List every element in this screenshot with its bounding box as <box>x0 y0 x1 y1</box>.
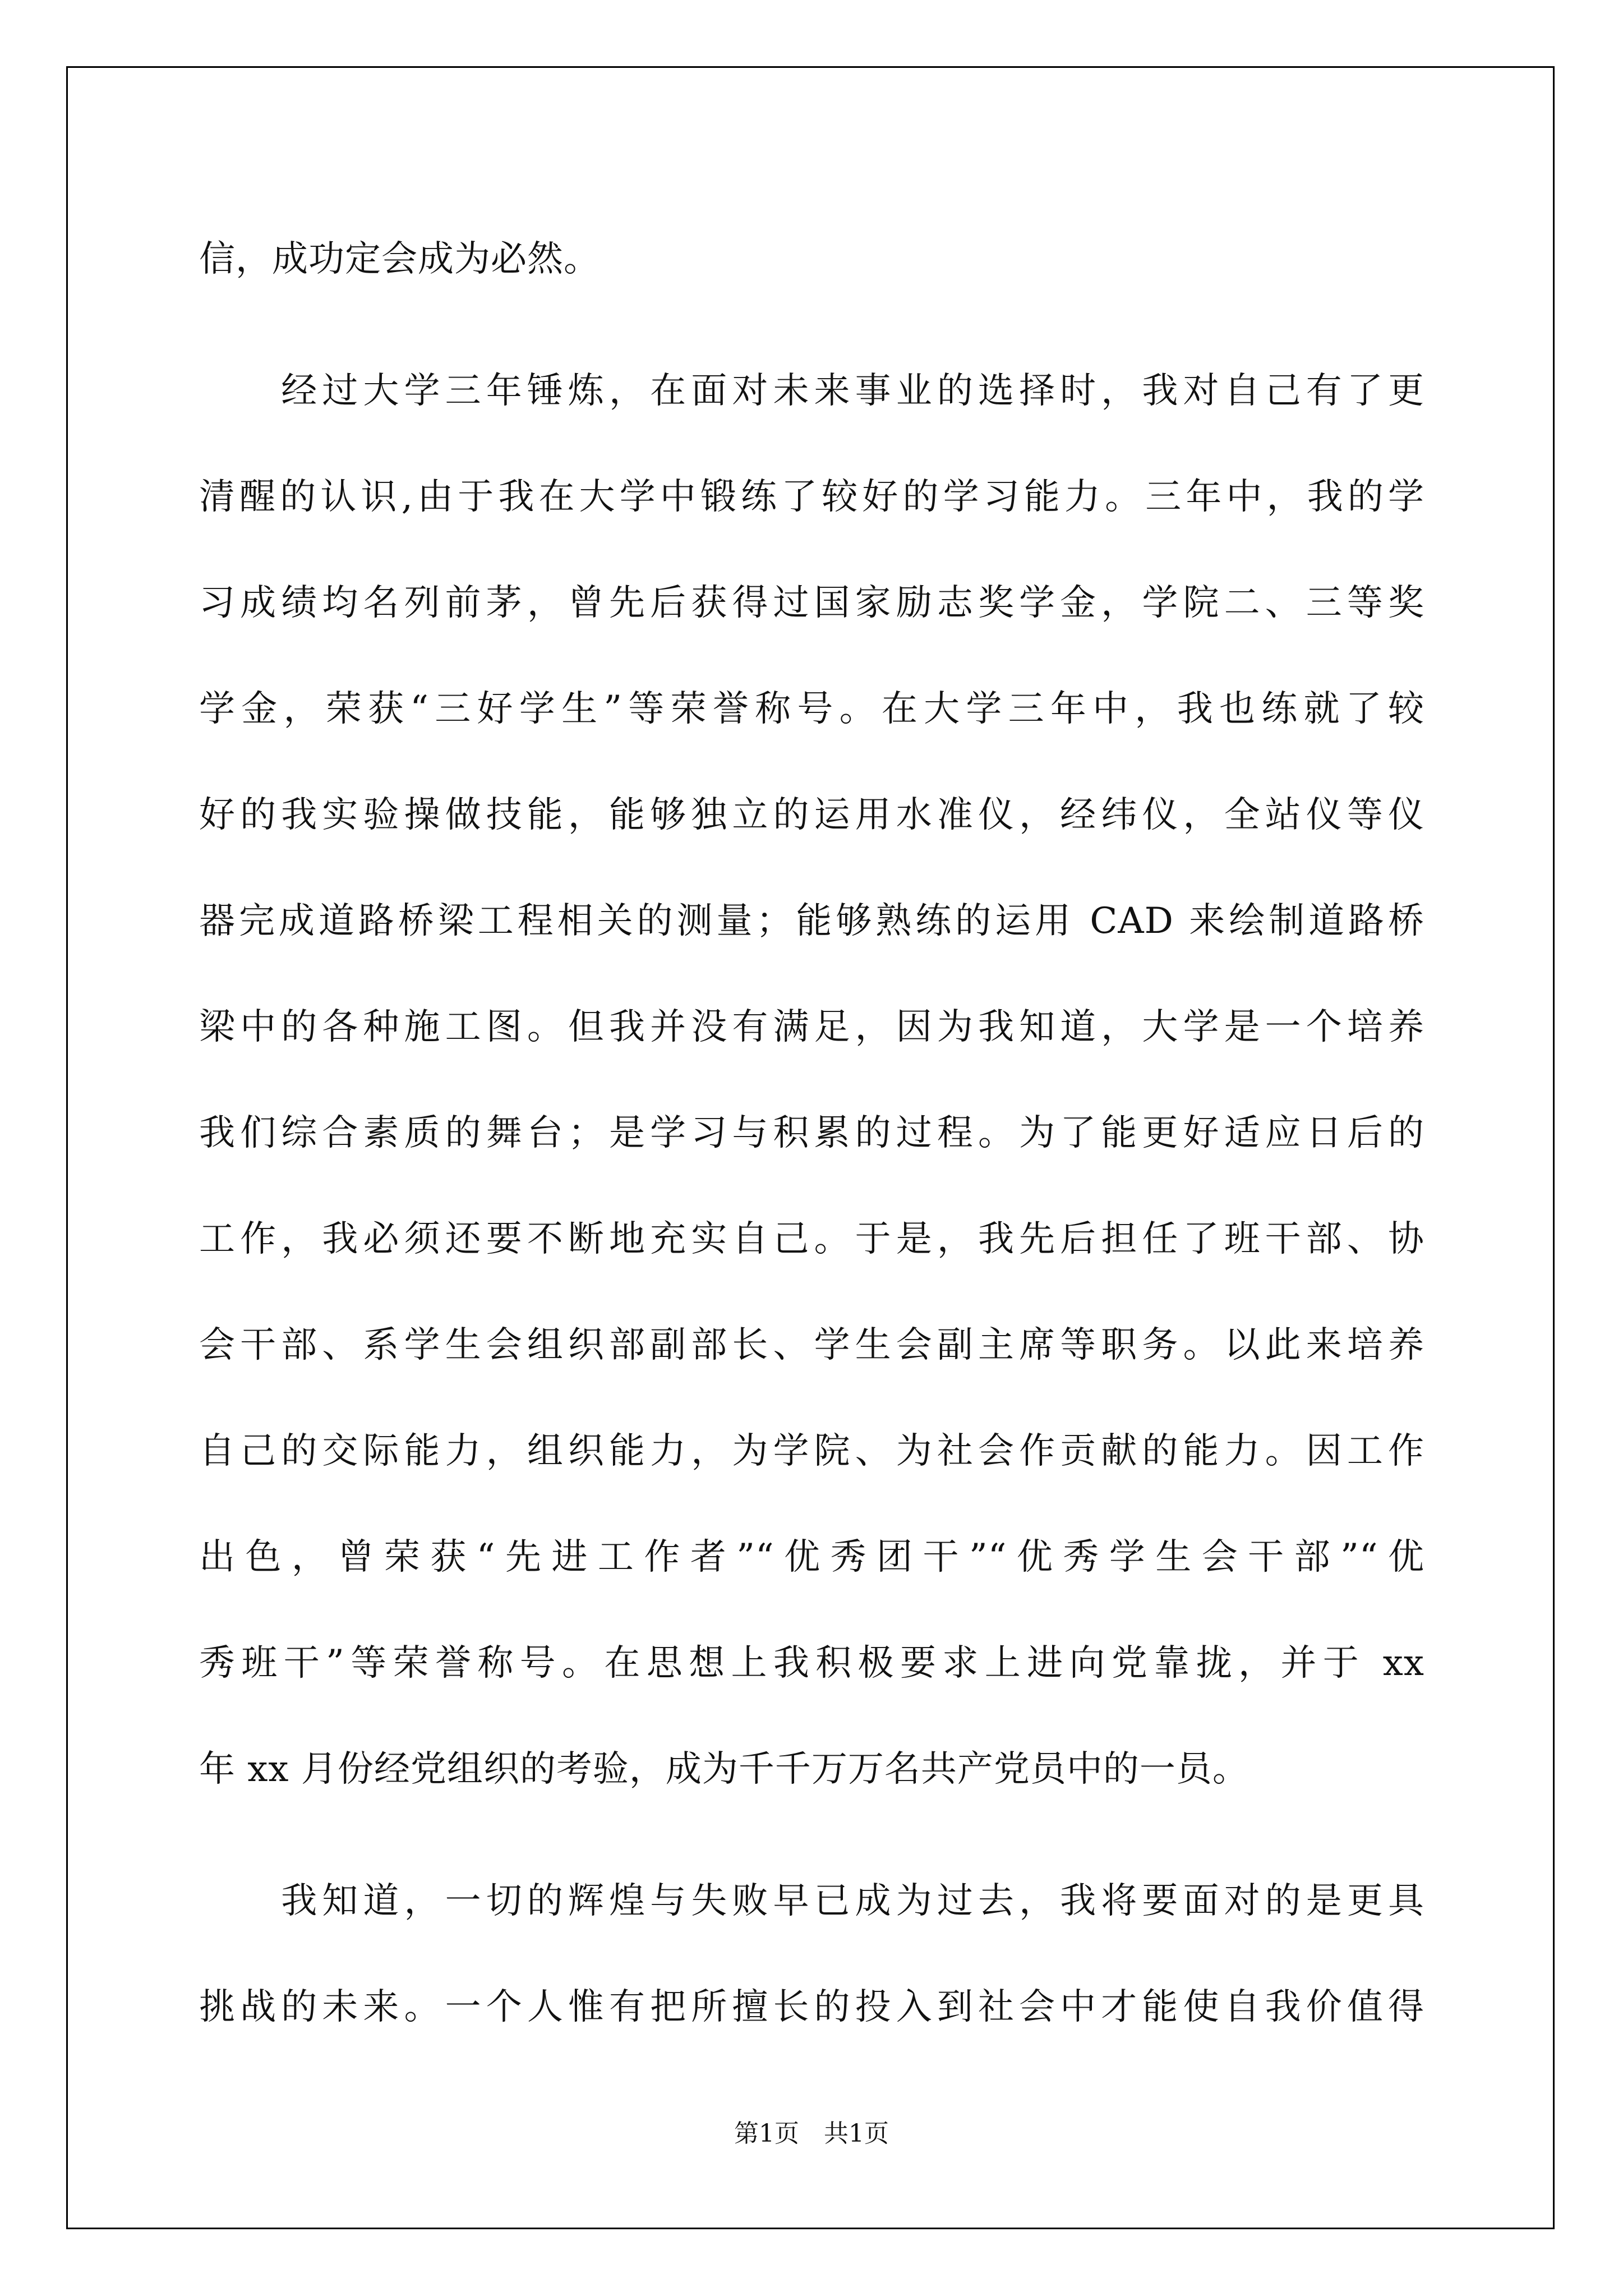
text-line: 器完成道路桥梁工程相关的测量；能够熟练的运用 CAD 来绘制道路桥 <box>199 900 1424 942</box>
text-line: 学金，荣获“三好学生”等荣誉称号。在大学三年中，我也练就了较 <box>199 688 1424 730</box>
text-line: 会干部、系学生会组织部副部长、学生会副主席等职务。以此来培养 <box>199 1324 1424 1366</box>
page-footer: 第1页 共1页 <box>734 2119 889 2148</box>
text-line: 梁中的各种施工图。但我并没有满足，因为我知道，大学是一个培养 <box>199 1006 1424 1048</box>
document-body <box>199 206 1424 2060</box>
text-line: 出色，曾荣获“先进工作者”“优秀团干”“优秀学生会干部”“优 <box>199 1536 1424 1578</box>
text-line: 清醒的认识,由于我在大学中锻练了较好的学习能力。三年中，我的学 <box>199 476 1424 518</box>
text-line: 年 xx 月份经党组织的考验，成为千千万万名共产党员中的一员。 <box>199 1749 1249 1790</box>
text-line: 经过大学三年锤炼，在面对未来事业的选择时，我对自己有了更 <box>199 370 1424 412</box>
text-line: 挑战的未来。一个人惟有把所擅长的投入到社会中才能使自我价值得 <box>199 1986 1424 2028</box>
text-line: 自己的交际能力，组织能力，为学院、为社会作贡献的能力。因工作 <box>199 1430 1424 1472</box>
text-line: 习成绩均名列前茅，曾先后获得过国家励志奖学金，学院二、三等奖 <box>199 582 1424 624</box>
text-line: 好的我实验操做技能，能够独立的运用水准仪，经纬仪，全站仪等仪 <box>199 794 1424 836</box>
text-line: 工作，我必须还要不断地充实自己。于是，我先后担任了班干部、协 <box>199 1218 1424 1260</box>
text-line: 秀班干”等荣誉称号。在思想上我积极要求上进向党靠拢，并于 xx <box>199 1642 1424 1684</box>
text-line: 我知道，一切的辉煌与失败早已成为过去，我将要面对的是更具 <box>199 1880 1424 1922</box>
text-line: 信，成功定会成为必然。 <box>199 238 600 280</box>
paragraph-gap <box>199 1823 1424 1848</box>
paragraph-gap <box>199 312 1424 338</box>
text-line: 我们综合素质的舞台；是学习与积累的过程。为了能更好适应日后的 <box>199 1112 1424 1154</box>
